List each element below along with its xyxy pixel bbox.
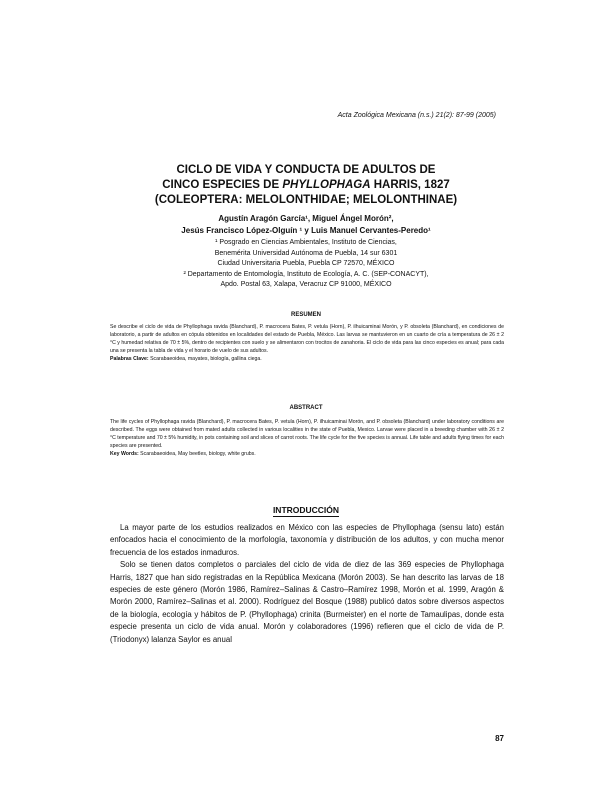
affiliations [0,238,612,291]
abstract-body [110,418,504,458]
title-line-2-post: HARRIS, 1827 [370,179,450,191]
affiliation-line: ² Departamento de Entomología, Instituto de Ecología, A. C. (SEP-CONACYT), [183,270,429,278]
abstract-keywords: Scarabaeoidea, May beetles, biology, white grubs. [138,451,256,457]
resumen-keywords-label: Palabras Clave: [110,356,149,362]
authors-line-1: Agustín Aragón García¹, Miguel Ángel Morón², [218,214,394,223]
abstract-heading: ABSTRACT [289,405,323,411]
abstract-keywords-label: Key Words: [110,451,139,457]
abstract-text: The life cycles of Phyllophaga ravida (Blanchard), P. macrocera Bates, P. vetula (Horn), P. ilhuicaminai Morón, and P. obsoleta (Blanchard) under laboratory conditions are described. The eggs were obtained from mated adults collected in various localities in the state of Puebla, Mexico. Larvae were placed in a breeding chamber with 26 ± 2 °C temperature and 70 ± 5% humidity, in pots containing soil and slices of carrot roots. The life cycle for the five species is annual. Life table and adults flying times for each species are presented. [110,419,504,449]
title-genus: PHYLLOPHAGA [282,179,371,191]
resumen-text: Se describe el ciclo de vida de Phyllophaga ravida (Blanchard), P. macrocera Bates, P. vetula (Horn), P. ilhuicaminai Morón, y P. obsoleta (Blanchard), en condiciones de laboratorio, a partir de adultos en cópula obtenidos en localidades del estado de Puebla, México. Las larvas se mantuvieron en un cuarto de cría a temperatura de 26 ± 2 °C y humedad relativa de 70 ± 5%, dentro de recipientes con suelo y se alimentaron con trocitos de zanahoria. El ciclo de vida para las cinco especies es anual; para cada una se presenta la tabla de vida y el horario de vuelo de sus adultos. [110,324,504,354]
intro-paragraph-1: La mayor parte de los estudios realizados en México con las especies de Phyllophaga (sensu lato) están enfocados hacia el conocimiento de la morfología, taxonomía y distribución de los adultos, y con mucha menor frecuencia de los estados inmaduros. [110,523,504,557]
resumen-heading: RESUMEN [290,312,321,318]
affiliation-line: Benemérita Universidad Autónoma de Puebla, 14 sur 6301 [214,249,398,257]
page-number: 87 [495,734,504,743]
journal-reference: Acta Zoológica Mexicana (n.s.) 21(2): 87-99 (2005) [337,112,496,119]
authors-line-2: Jesús Francisco López-Olguín ¹ y Luis Manuel Cervantes-Peredo¹ [181,226,431,235]
author-list [0,213,612,237]
intro-heading [0,505,612,515]
affiliation-line: Ciudad Universitaria Puebla, Puebla CP 72570, MÉXICO [217,260,395,267]
affiliation-line: ¹ Posgrado en Ciencias Ambientales, Instituto de Ciencias, [215,239,397,246]
title-line-2 [0,178,612,193]
title-line-3: (COLEOPTERA: MELOLONTHIDAE; MELOLONTHINAE) [154,194,458,206]
resumen-body [110,323,504,363]
intro-body [110,522,504,646]
title-line-1: CICLO DE VIDA Y CONDUCTA DE ADULTOS DE [176,164,436,176]
paper-title [0,163,612,208]
affiliation-line: Apdo. Postal 63, Xalapa, Veracruz CP 91000, MÉXICO [220,281,392,288]
title-line-2-pre: CINCO ESPECIES DE [162,179,283,191]
intro-paragraph-2: Solo se tienen datos completos o parciales del ciclo de vida de diez de las 369 especies de Phyllophaga Harris, 1827 que han sido registradas en la República Mexicana (Morón 2003). Se han descrito las larvas de 18 especies de este género (Morón 1986, Ramírez–Salinas & Castro–Ramírez 1998, Morón et al. 1999, Aragón & Morón 2000, Ramírez–Salinas et al. 2000). Rodríguez del Bosque (1988) publicó datos sobre diversos aspectos de la biología, ecología y hábitos de P. (Phyllophaga) crinita (Burmeister) en el norte de Tamaulipas, donde esta especie presenta un ciclo de vida anual. Morón y colaboradores (1996) refieren que el ciclo de vida de P. (Triodonyx) lalanza Saylor es anual [110,560,504,644]
intro-heading-text: INTRODUCCIÓN [272,505,340,515]
resumen-keywords: Scarabaeoidea, mayates, biología, gallina ciega. [148,356,262,362]
